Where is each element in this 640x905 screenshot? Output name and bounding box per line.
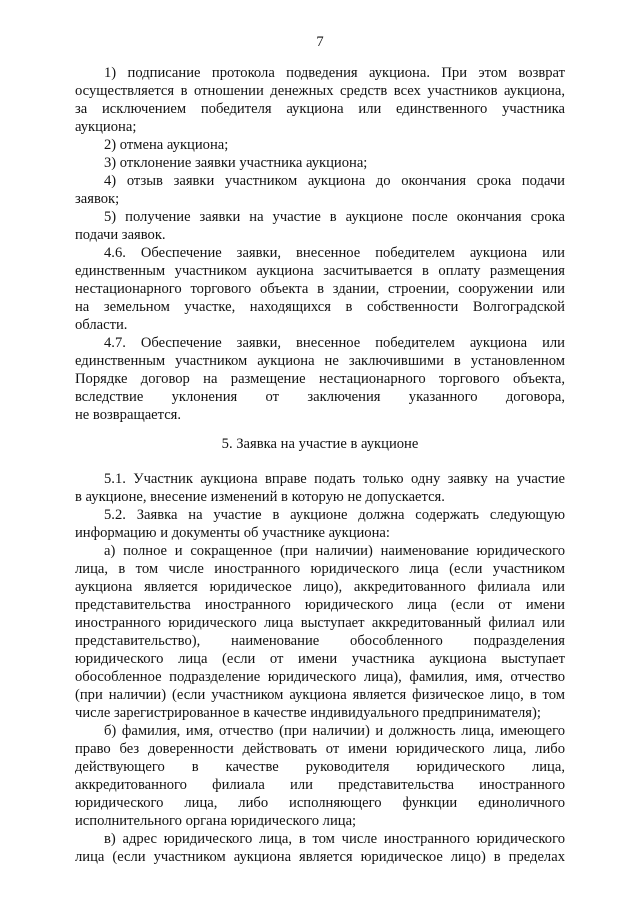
text-line: нестационарного торгового объекта в здании, строении, сооружении или — [75, 281, 565, 297]
text-line: в) адрес юридического лица, в том числе иностранного юридического — [104, 831, 565, 847]
text-line: аккредитованного филиала или представительства иностранного — [75, 777, 565, 793]
text-line: б) фамилия, имя, отчество (при наличии) и должность лица, имеющего — [104, 723, 565, 739]
text-line: числе зарегистрированное в качестве индивидуального предпринимателя); — [75, 705, 541, 721]
text-line: иностранного юридического лица выступает аккредитованный филиал или — [75, 615, 565, 631]
text-line: (при наличии) (если участником аукциона является физическое лицо, в том — [75, 687, 565, 703]
text-line: на земельном участке, находящихся в собственности Волгоградской — [75, 299, 565, 315]
text-line: исполнительного органа юридического лица; — [75, 813, 357, 829]
text-line: право без доверенности действовать от имени юридического лица, либо — [75, 741, 565, 757]
text-line: аукциона является юридическое лицо), аккредитованного филиала или — [75, 579, 565, 595]
text-line: 3) отклонение заявки участника аукциона; — [104, 155, 368, 171]
text-line: осуществляется в отношении денежных средств всех участников аукциона, — [75, 83, 565, 99]
section-heading: 5. Заявка на участие в аукционе — [221, 436, 419, 452]
text-line: в аукционе, внесение изменений в которую не допускается. — [75, 489, 445, 505]
text-line: единственным участником аукциона засчитывается в оплату размещения — [75, 263, 565, 279]
page-number: 7 — [316, 34, 324, 50]
text-line: 2) отмена аукциона; — [104, 137, 229, 153]
text-line: подачи заявок. — [75, 227, 166, 243]
text-line: 1) подписание протокола подведения аукциона. При этом возврат — [104, 65, 565, 81]
text-line: юридического лица, либо исполняющего функции единоличного — [75, 795, 565, 811]
text-line: области. — [75, 317, 128, 333]
text-line: заявок; — [75, 191, 120, 207]
text-line: 5.1. Участник аукциона вправе подать только одну заявку на участие — [104, 471, 565, 487]
text-line: информацию и документы об участнике аукциона: — [75, 525, 390, 541]
text-line: вследствие уклонения от заключения указанного договора, — [75, 389, 565, 405]
text-line: юридического лица (если от имени участника аукциона выступает — [75, 651, 565, 667]
text-line: а) полное и сокращенное (при наличии) наименование юридического — [104, 543, 565, 559]
text-line: 4.6. Обеспечение заявки, внесенное победителем аукциона или — [104, 245, 565, 261]
text-line: не возвращается. — [75, 407, 182, 423]
text-line: обособленное подразделение юридического лица), фамилия, имя, отчество — [75, 669, 565, 685]
text-line: действующего в качестве руководителя юридического лица, — [75, 759, 565, 775]
text-line: лица, в том числе иностранного юридического лица (если участником — [75, 561, 565, 577]
text-line: 4.7. Обеспечение заявки, внесенное победителем аукциона или — [104, 335, 565, 351]
text-line: представительства иностранного юридического лица (если от имени — [75, 597, 565, 613]
text-line: 4) отзыв заявки участником аукциона до окончания срока подачи — [104, 173, 565, 189]
text-line: единственным участником аукциона не заключившими в установленном — [75, 353, 565, 369]
text-line: 5) получение заявки на участие в аукционе после окончания срока — [104, 209, 565, 225]
text-line: лица (если участником аукциона является юридическое лицо) в пределах — [75, 849, 565, 865]
text-line: 5.2. Заявка на участие в аукционе должна содержать следующую — [104, 507, 565, 523]
text-line: представительство), наименование обособленного подразделения — [75, 633, 565, 649]
text-line: аукциона; — [75, 119, 137, 135]
text-line: за исключением победителя аукциона или единственного участника — [75, 101, 565, 117]
text-line: Порядке договор на размещение нестационарного торгового объекта, — [75, 371, 565, 387]
